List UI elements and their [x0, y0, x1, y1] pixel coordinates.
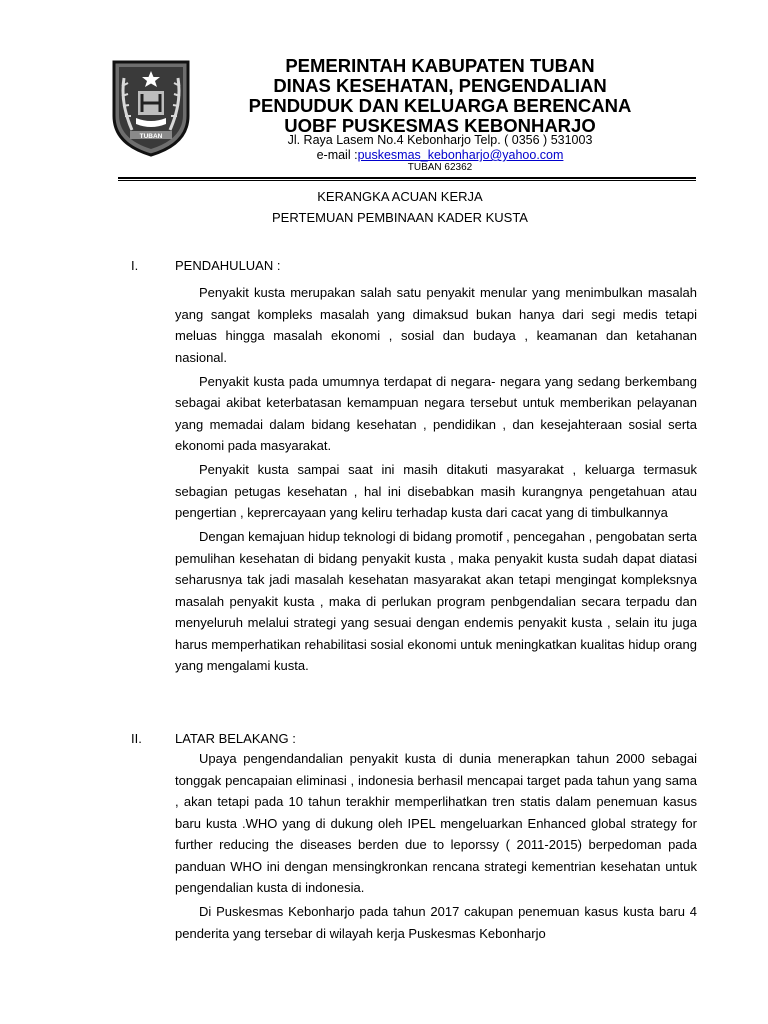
- section-number: II.: [131, 731, 142, 746]
- logo-text: TUBAN: [139, 133, 163, 140]
- section-heading: PENDAHULUAN :: [175, 258, 281, 273]
- email-prefix: e-mail :: [316, 148, 358, 162]
- document-subtitle: PERTEMUAN PEMBINAAN KADER KUSTA: [272, 210, 528, 225]
- tuban-regency-emblem: [110, 58, 192, 158]
- letterhead-title-line: PEMERINTAH KABUPATEN TUBAN: [285, 55, 595, 76]
- letterhead-title-line: DINAS KESEHATAN, PENGENDALIAN: [273, 75, 607, 96]
- paragraph: Di Puskesmas Kebonharjo pada tahun 2017 cakupan penemuan kasus kusta baru 4 penderita yang tersebar di wilayah kerja Puskesmas Kebonharjo: [175, 904, 697, 941]
- letterhead-email-line: [200, 148, 680, 163]
- email-link[interactable]: puskesmas_kebonharjo@yahoo.com: [357, 148, 564, 162]
- letterhead-divider: [118, 180, 696, 181]
- paragraph: Penyakit kusta merupakan salah satu penyakit menular yang menimbulkan masalah yang sangat kompleks masalah yang dimaksud bukan hanya dari segi medis tetapi meluas hingga masalah ekonomi , sosial dan budaya , keamanan dan ketahanan nasional.: [175, 285, 697, 365]
- paragraph: Dengan kemajuan hidup teknologi di bidang promotif , pencegahan , pengobatan serta pemulihan kesehatan di bidang penyakit kusta , maka penyakit kusta sudah dapat diatasi seharusnya tak jadi masalah kesehatan masyarakat akan tetapi mengingat kompleksnya masalah penyakit kusta , maka di perlukan program penbgendalian secara terpadu dan menyeluruh melalui strategi yang sesuai dengan endemis penyakit kusta , selain itu juga harus memperhatikan rehabilitasi sosial ekonomi untuk meningkatkan kualitas hidup orang yang mengalami kusta.: [175, 529, 697, 673]
- letterhead-title-line: PENDUDUK DAN KELUARGA BERENCANA: [248, 95, 632, 116]
- paragraph: Penyakit kusta pada umumnya terdapat di negara- negara yang sedang berkembang sebagai akibat keterbatasan kemampuan negara tersebut untuk memberikan pelayanan yang memadai dalam bidang kesehatan , pendidikan , dan kesejahteraan sosial serta ekonomi pada masyarakat.: [175, 373, 697, 453]
- letterhead-city: TUBAN 62362: [407, 162, 473, 173]
- section-body: [175, 748, 697, 944]
- section-body: [175, 282, 697, 677]
- paragraph: Penyakit kusta sampai saat ini masih ditakuti masyarakat , keluarga termasuk sebagian petugas kesehatan , hal ini disebabkan masih kurangnya pengetahuan atau pengertian , keprercayaan yang keliru terhadap kusta dari cacat yang di timbulkannya: [175, 462, 697, 520]
- letterhead-title-line: UOBF PUSKESMAS KEBONHARJO: [284, 115, 596, 136]
- letterhead-address: Jl. Raya Lasem No.4 Kebonharjo Telp. ( 0356 ) 531003: [287, 133, 593, 147]
- letterhead-divider: [118, 177, 696, 179]
- letterhead-title: [200, 56, 680, 136]
- document-title: KERANGKA ACUAN KERJA: [317, 189, 483, 204]
- section-heading: LATAR BELAKANG :: [175, 731, 296, 746]
- section-number: I.: [131, 258, 139, 273]
- paragraph: Upaya pengendandalian penyakit kusta di dunia menerapkan tahun 2000 sebagai tonggak pencapaian eliminasi , indonesia berhasil mencapai target pada tahun yang sama , akan tetapi pada 10 tahun terakhir memperlihatkan tren statis dalam penemuan kasus baru kusta .WHO yang di dukung oleh IPEL mengeluarkan Enhanced global strategy for further reducing the diseases berden due to leporssy ( 2011-2015) berpedoman pada panduan WHO ini dengan mensingkronkan rencana strategi kementrian kesehatan untuk pengendalian kusta di indonesia.: [175, 751, 697, 895]
